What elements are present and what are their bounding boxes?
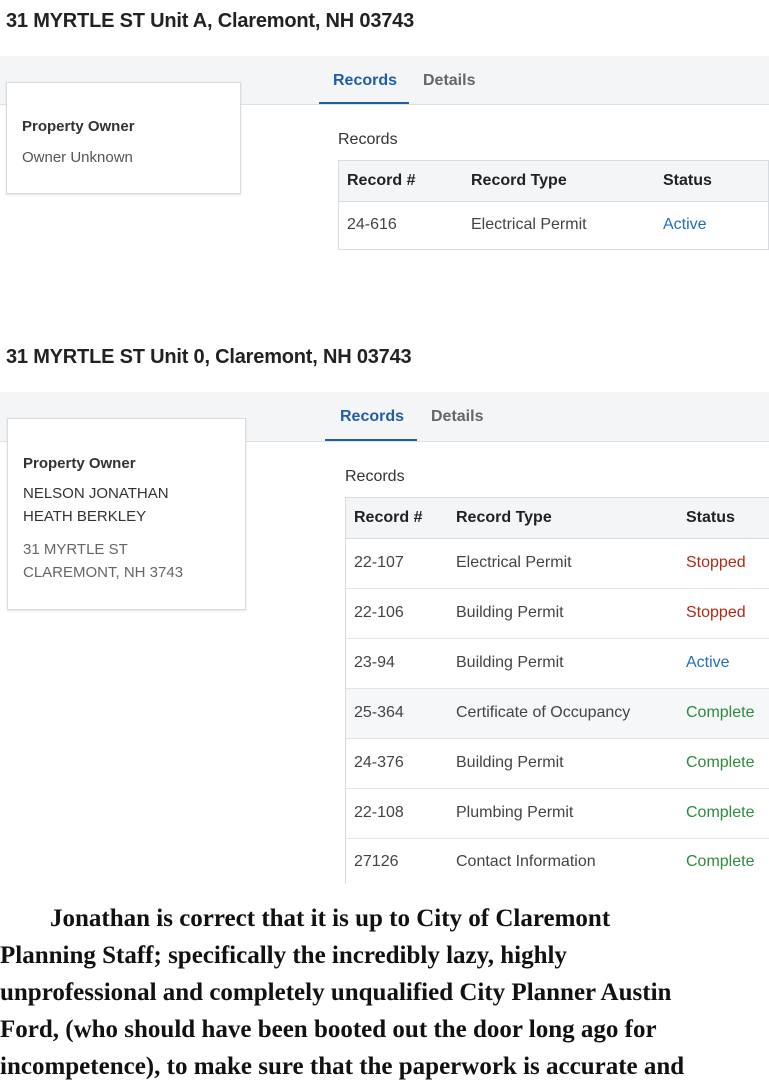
record-type: Plumbing Permit	[448, 788, 678, 838]
records-section-title: Records	[345, 468, 405, 485]
record-type: Electrical Permit	[463, 201, 655, 249]
commentary-line: Ford, (who should have been booted out the door long ago for	[0, 1016, 657, 1043]
column-header-record-number[interactable]: Record #	[346, 498, 448, 538]
property-owner-card	[6, 82, 241, 194]
record-number-link[interactable]: 24-616	[339, 201, 463, 249]
record-number-link[interactable]: 25-364	[346, 688, 448, 738]
records-table-border	[345, 497, 769, 884]
tab-records[interactable]: Records	[333, 72, 398, 89]
record-status: Complete	[678, 688, 769, 738]
column-header-record-number[interactable]: Record #	[339, 161, 463, 201]
property-address-heading	[0, 338, 769, 390]
commentary-line: Jonathan is correct that it is up to City of Claremont	[0, 905, 611, 932]
record-status: Stopped	[678, 588, 769, 638]
record-number-link[interactable]: 23-94	[346, 638, 448, 688]
record-status: Stopped	[678, 538, 769, 588]
record-type: Contact Information	[456, 853, 596, 871]
column-header-record-type[interactable]: Record Type	[448, 498, 678, 538]
tab-details[interactable]: Details	[423, 72, 476, 89]
record-number-link[interactable]: 22-108	[346, 788, 448, 838]
tab-details[interactable]: Details	[431, 408, 484, 425]
property-owner-card	[7, 418, 246, 610]
tab-records[interactable]: Records	[340, 408, 405, 425]
property-panel-unit-a	[0, 0, 769, 260]
records-table-border	[338, 160, 769, 250]
property-panel-unit-0	[0, 338, 769, 883]
records-section-title: Records	[338, 131, 398, 148]
record-type: Building Permit	[448, 588, 678, 638]
record-type: Electrical Permit	[448, 538, 678, 588]
column-header-status[interactable]: Status	[655, 161, 768, 201]
active-tab-underline	[319, 102, 409, 104]
record-status: Active	[678, 638, 769, 688]
record-status: Active	[655, 201, 768, 249]
record-number-link[interactable]: 22-107	[346, 538, 448, 588]
commentary-line: incompetence), to make sure that the paperwork is accurate and	[0, 1053, 685, 1080]
address-text: 31 MYRTLE ST Unit 0, Claremont, NH 03743	[6, 346, 412, 368]
record-type: Building Permit	[448, 638, 678, 688]
commentary-line: Planning Staff; specifically the incredibly lazy, highly	[0, 942, 567, 969]
record-status: Complete	[686, 853, 755, 871]
record-number-link[interactable]: 22-106	[346, 588, 448, 638]
record-status: Complete	[678, 738, 769, 788]
record-type: Building Permit	[448, 738, 678, 788]
owner-name-line-2: HEATH BERKLEY	[23, 508, 147, 525]
active-tab-underline	[325, 439, 417, 441]
owner-name: Owner Unknown	[22, 149, 133, 166]
record-number-link[interactable]: 27126	[354, 853, 399, 871]
owner-name-line-1: NELSON JONATHAN	[23, 485, 169, 502]
column-header-status[interactable]: Status	[678, 498, 769, 538]
commentary-line: unprofessional and completely unqualified City Planner Austin	[0, 979, 672, 1006]
owner-address-line-1: 31 MYRTLE ST	[23, 541, 128, 558]
commentary-text-block	[0, 900, 769, 1085]
record-number-link[interactable]: 24-376	[346, 738, 448, 788]
address-text: 31 MYRTLE ST Unit A, Claremont, NH 03743	[6, 10, 415, 32]
owner-address-line-2: CLAREMONT, NH 3743	[23, 564, 184, 581]
column-header-record-type[interactable]: Record Type	[463, 161, 655, 201]
property-owner-title: Property Owner	[23, 455, 136, 472]
property-address-heading	[0, 0, 769, 52]
record-status: Complete	[678, 788, 769, 838]
record-type: Certificate of Occupancy	[448, 688, 678, 738]
property-owner-title: Property Owner	[22, 118, 135, 135]
